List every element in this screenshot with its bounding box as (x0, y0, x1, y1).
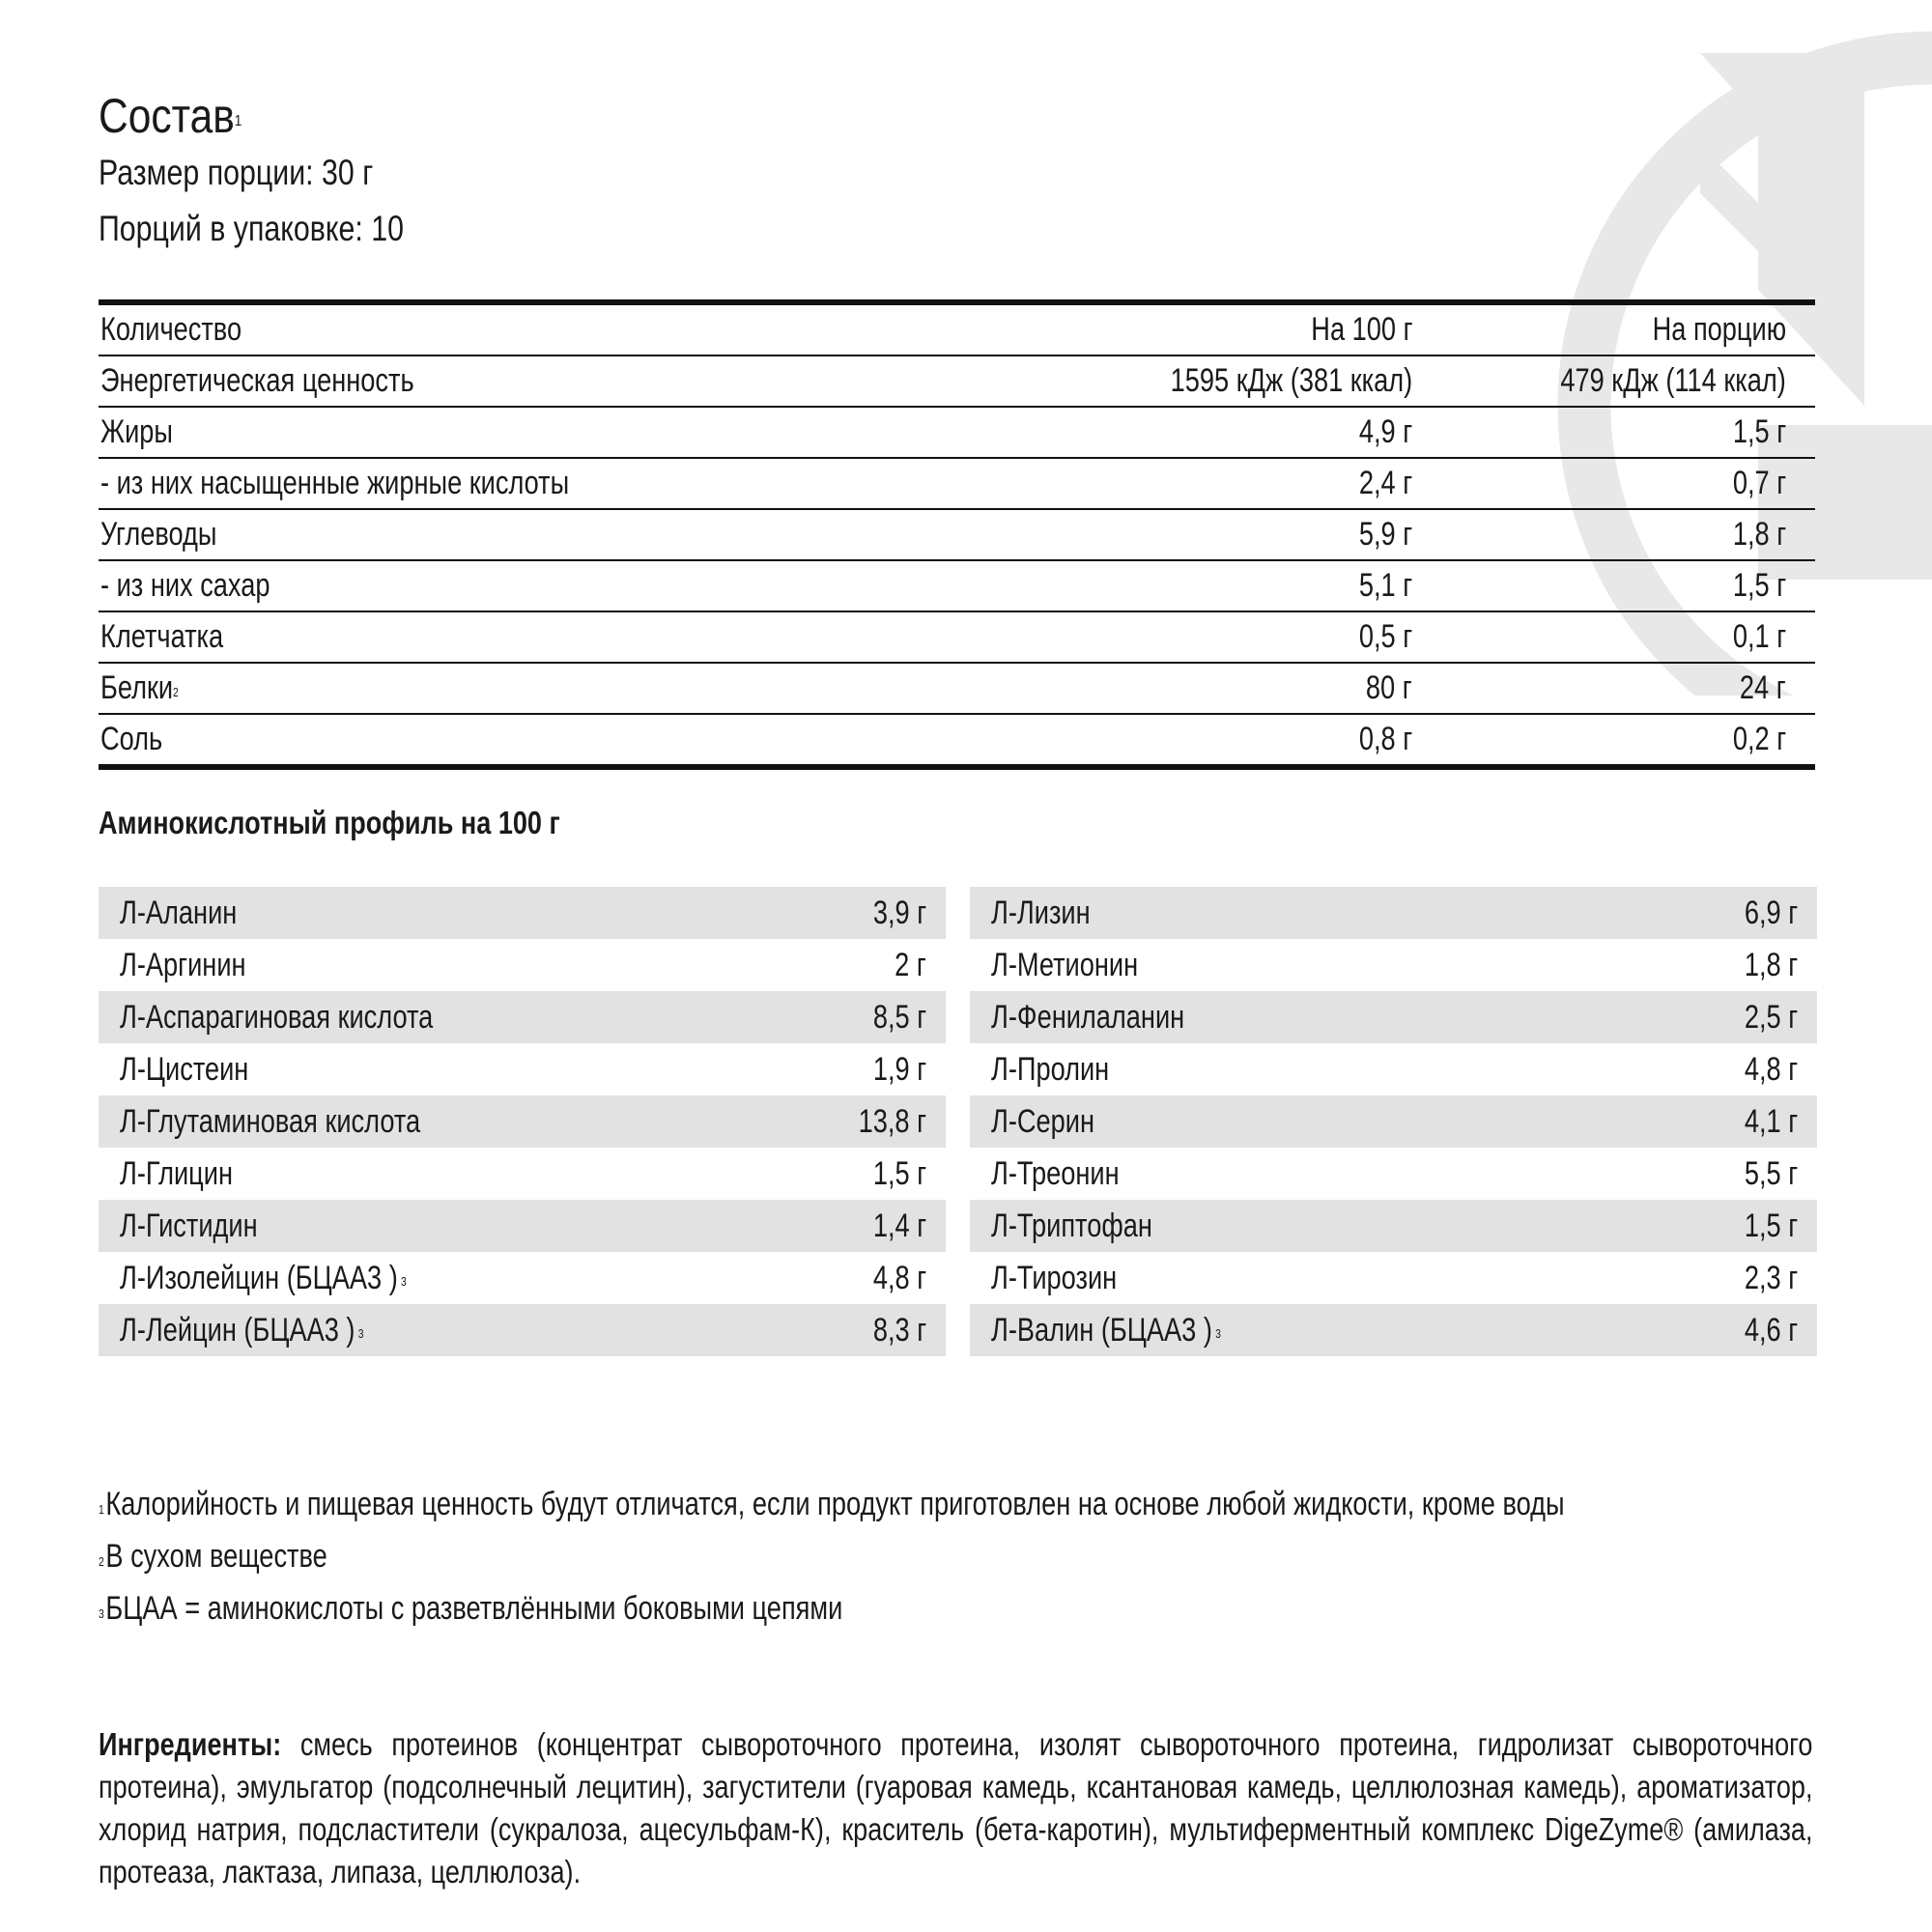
nutrient-label: Углеводы (100, 516, 217, 553)
amino-row (970, 1200, 1817, 1252)
amino-table-right (970, 887, 1817, 1356)
value-per100: 5,9 г (1358, 516, 1412, 553)
value-per-serving: 0,2 г (1732, 721, 1786, 757)
amino-row (970, 1252, 1817, 1304)
amino-name (991, 1304, 1221, 1356)
footnote-text: Калорийность и пищевая ценность будут отличатся, если продукт приготовлен на основе любой жидкости, кроме воды (105, 1486, 1565, 1522)
value-per-serving: 1,5 г (1732, 413, 1786, 450)
value-per-serving: 479 кДж (114 ккал) (1560, 362, 1786, 399)
footnote-mark: 3 (400, 1274, 407, 1289)
serving-size: Размер порции: 30 г (99, 153, 374, 192)
composition-sheet (99, 87, 1815, 1889)
amino-name (991, 887, 1091, 939)
amino-label: Л-Тирозин (991, 1260, 1118, 1296)
value-per100: 4,9 г (1358, 413, 1412, 450)
amino-name (120, 1304, 363, 1356)
amino-name (120, 1200, 258, 1252)
value-per100: 1595 кДж (381 ккал) (1170, 362, 1412, 399)
amino-label: Л-Метионин (991, 947, 1139, 983)
nutrition-row (99, 664, 1815, 715)
footnote-mark: 2 (173, 685, 179, 699)
footnote-mark: 3 (99, 1606, 104, 1621)
amino-value: 6,9 г (1744, 895, 1798, 931)
nutrient-name (100, 612, 223, 662)
amino-name (120, 1095, 420, 1148)
amino-value: 2 г (895, 947, 926, 983)
amino-name (991, 939, 1138, 991)
amino-name (991, 1095, 1094, 1148)
amino-row (99, 939, 946, 991)
nutrition-row (99, 459, 1815, 510)
amino-value: 4,1 г (1744, 1103, 1798, 1140)
amino-label: Л-Серин (991, 1103, 1095, 1140)
value-per-serving: 24 г (1740, 669, 1786, 706)
nutrient-name (100, 510, 216, 559)
nutrition-row (99, 510, 1815, 561)
amino-value: 4,8 г (872, 1260, 926, 1296)
amino-row (970, 1095, 1817, 1148)
amino-value: 8,5 г (872, 999, 926, 1036)
amino-name (120, 939, 246, 991)
nutrition-row (99, 356, 1815, 408)
ingredients-label: Ингредиенты: (99, 1726, 282, 1762)
amino-label: Л-Фенилаланин (991, 999, 1185, 1036)
nutrient-label: - из них насыщенные жирные кислоты (100, 465, 570, 501)
nutrition-row (99, 408, 1815, 459)
amino-row (970, 939, 1817, 991)
footnote-mark: 1 (99, 1502, 104, 1517)
footnote-text: В сухом веществе (105, 1538, 327, 1575)
nutrient-label: - из них сахар (100, 567, 270, 604)
amino-value: 1,5 г (872, 1155, 926, 1192)
footnote-mark: 3 (1215, 1326, 1221, 1341)
amino-row (99, 1200, 946, 1252)
amino-name (991, 1148, 1120, 1200)
column-header-name: Количество (100, 311, 242, 348)
amino-value: 2,5 г (1744, 999, 1798, 1036)
amino-row (99, 991, 946, 1043)
amino-value: 1,5 г (1744, 1208, 1798, 1244)
amino-label: Л-Треонин (991, 1155, 1120, 1192)
amino-label: Л-Изолейцин (БЦАА3 ) (120, 1260, 398, 1296)
amino-profile-title: Аминокислотный профиль на 100 г (99, 805, 560, 840)
nutrient-label: Клетчатка (100, 618, 224, 655)
amino-row (970, 991, 1817, 1043)
amino-label: Л-Аргинин (120, 947, 246, 983)
amino-name (120, 1252, 407, 1304)
value-per-serving: 1,8 г (1732, 516, 1786, 553)
value-per100: 80 г (1366, 669, 1412, 706)
amino-name (991, 1043, 1109, 1095)
value-per100: 2,4 г (1358, 465, 1412, 501)
column-header-per100: На 100 г (1310, 311, 1412, 348)
amino-value: 1,8 г (1744, 947, 1798, 983)
nutrient-label: Жиры (100, 413, 173, 450)
amino-row (970, 1043, 1817, 1095)
amino-value: 4,6 г (1744, 1312, 1798, 1349)
amino-row (99, 1148, 946, 1200)
amino-row (970, 1304, 1817, 1356)
amino-row (99, 1043, 946, 1095)
amino-value: 5,5 г (1744, 1155, 1798, 1192)
amino-label: Л-Аспарагиновая кислота (120, 999, 434, 1036)
nutrient-name (100, 356, 414, 406)
footnote-mark: 3 (357, 1326, 364, 1341)
column-header-per-serving: На порцию (1652, 311, 1786, 348)
footnotes (99, 1478, 1815, 1634)
amino-label: Л-Лизин (991, 895, 1091, 931)
page-title: Состав$^1$ (99, 89, 242, 143)
amino-row (970, 887, 1817, 939)
nutrition-row (99, 715, 1815, 764)
amino-row (99, 1304, 946, 1356)
amino-value: 8,3 г (872, 1312, 926, 1349)
amino-label: Л-Лейцин (БЦАА3 ) (120, 1312, 355, 1349)
nutrient-label: Соль (100, 721, 163, 757)
amino-name (991, 1200, 1152, 1252)
nutrition-table (99, 299, 1815, 770)
amino-value: 4,8 г (1744, 1051, 1798, 1088)
amino-name (991, 991, 1184, 1043)
nutrient-label: Белки (100, 669, 174, 706)
amino-row (99, 887, 946, 939)
footnote (99, 1582, 1472, 1634)
value-per100: 5,1 г (1358, 567, 1412, 604)
amino-label: Л-Триптофан (991, 1208, 1152, 1244)
amino-label: Л-Глицин (120, 1155, 233, 1192)
footnote (99, 1530, 1472, 1582)
footnote-text: БЦАА = аминокислоты с разветвлёнными боковыми цепями (105, 1590, 843, 1627)
amino-label: Л-Валин (БЦАА3 ) (991, 1312, 1212, 1349)
value-per100: 0,8 г (1358, 721, 1412, 757)
amino-row (99, 1252, 946, 1304)
nutrient-name (100, 459, 569, 508)
nutrition-row (99, 561, 1815, 612)
amino-label: Л-Аланин (120, 895, 238, 931)
ingredients-paragraph (99, 1723, 1812, 1893)
amino-label: Л-Глутаминовая кислота (120, 1103, 421, 1140)
title-footnote-mark: 1 (234, 113, 242, 129)
amino-value: 1,9 г (872, 1051, 926, 1088)
value-per100: 0,5 г (1358, 618, 1412, 655)
amino-value: 2,3 г (1744, 1260, 1798, 1296)
amino-name (120, 1148, 233, 1200)
value-per-serving: 0,1 г (1732, 618, 1786, 655)
nutrition-header-row (99, 305, 1815, 356)
amino-label: Л-Пролин (991, 1051, 1110, 1088)
amino-value: 13,8 г (858, 1103, 926, 1140)
value-per-serving: 1,5 г (1732, 567, 1786, 604)
nutrient-label: Энергетическая ценность (100, 362, 414, 399)
servings-per-pack: Порций в упаковке: 10 (99, 209, 404, 248)
amino-name (120, 1043, 248, 1095)
nutrient-name (100, 561, 270, 611)
amino-row (970, 1148, 1817, 1200)
footnote-mark: 2 (99, 1554, 104, 1569)
nutrient-name (100, 664, 179, 713)
amino-name (120, 887, 237, 939)
value-per-serving: 0,7 г (1732, 465, 1786, 501)
nutrient-name (100, 408, 173, 457)
nutrition-row (99, 612, 1815, 664)
amino-row (99, 1095, 946, 1148)
ingredients-text: смесь протеинов (концентрат сывороточного протеина, изолят сывороточного протеина, гидролизат сывороточного протеина), эмульгатор (подсолнечный лецитин), загустители (гуаровая камедь, ксантановая камедь, целлюлозная камедь), ароматизатор, хлорид натрия, подсластители (сукралоза, ацесульфам-К), краситель (бета-каротин), мультиферментный комплекс DigeZyme® (амилаза, протеаза, лактаза, липаза, целлюлоза). (99, 1726, 1813, 1889)
amino-value: 1,4 г (872, 1208, 926, 1244)
footnote (99, 1478, 1565, 1530)
amino-name (991, 1252, 1117, 1304)
amino-value: 3,9 г (872, 895, 926, 931)
amino-name (120, 991, 433, 1043)
amino-label: Л-Цистеин (120, 1051, 249, 1088)
amino-table-left (99, 887, 946, 1356)
nutrient-name (100, 715, 162, 764)
amino-label: Л-Гистидин (120, 1208, 258, 1244)
